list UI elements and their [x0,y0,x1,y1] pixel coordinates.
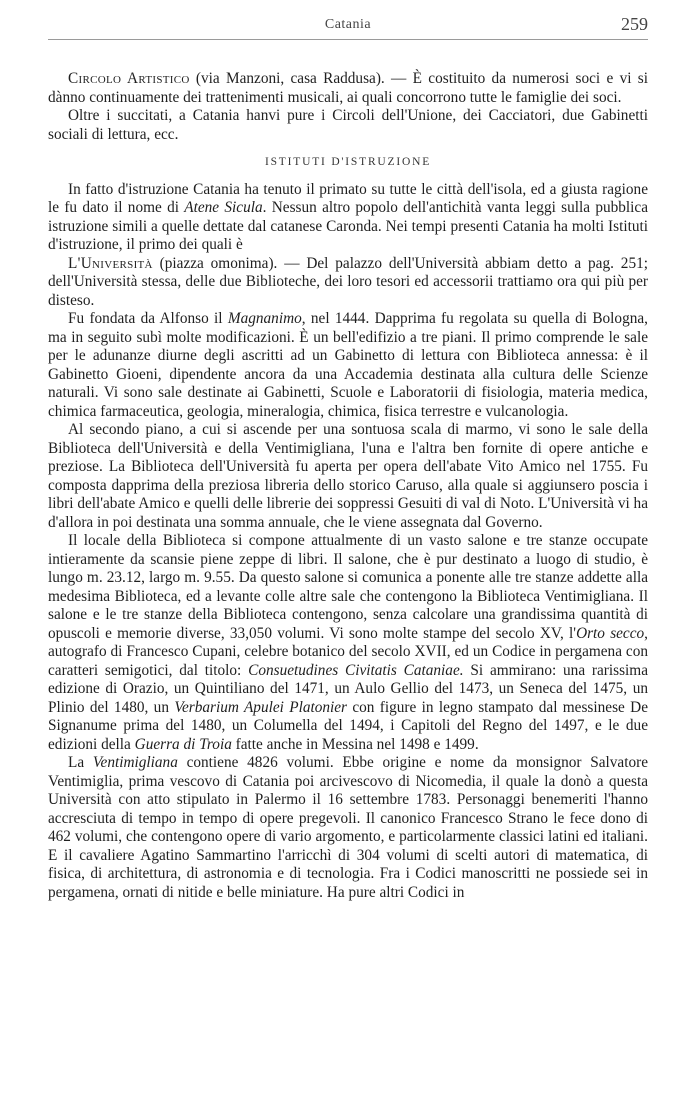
paragraph-text: (via Manzoni, casa Raddusa). — È costituito da numerosi soci e vi si dànno continuamente dei trattenimenti musicali, ai quali concorrono tutte le famiglie dei soci. [48,70,648,106]
italic-run: Guerra di Troia [134,735,232,753]
paragraph-secondo-piano: Al secondo piano, a cui si ascende per una sontuosa scala di marmo, vi sono le sale della Biblioteca dell'Università e della Ventimigliana, l'una e l'altra ben fornite di opere antiche e preziose. La Biblioteca dell'Università fu aperta per opera dell'abate Vito Amico nel 1755. Fu composta dapprima della preziosa libreria dello storico Caruso, alla quale si aggiunsero poscia i libri dell'abate Amico e quelli delle librerie dei soppressi Gesuiti di val di Noto. L'Università vi ha d'allora in poi destinata una somma annuale, che le viene assegnata dal Governo. [48,421,648,531]
text-run: fatte anche in Messina nel 1498 e 1499. [231,735,479,753]
text-run: con figure in legno stampato dal messinese De Signanume prima del 1480, un Columella del 1494, i Capitoli del Regno del 1497, e le due edizioni della [48,698,648,753]
entry-label: L'Università [68,254,153,272]
paragraph-universita [48,255,648,311]
italic-run: Consuetudines Civitatis Cataniae. [248,661,464,679]
text-run: In fatto d'istruzione Catania ha tenuto il primato su tutte le città dell'isola, ed a giusta ragione le fu dato il nome di [48,180,648,216]
text-run: Si ammirano: una rarissima edizione di Orazio, un Quintiliano del 1471, un Aulo Gellio del 1473, un Seneca del 1475, un Plinio del 1480, un [48,661,648,716]
entry-label: Circolo Artistico [68,70,190,87]
text-run: , nel 1444. Dapprima fu regolata su quella di Bologna, ma in seguito subì molte modificazioni. È un bell'edifizio a tre piani. Il primo comprende le sale per le adunanze diurne degli ascritti ad un Gabinetto di lettura con Biblioteca annessa: è il Gabinetto Gioeni, dipendente ancora da una Accademia destinata alla cultura delle Scienze naturali. Vi sono sale destinate ai Gabinetti, Scuole e Laboratorii di fisiologia, materia medica, chimica farmaceutica, geologia, mineralogia, chimica, fisica terrestre e vulcanologia. [48,310,648,420]
paragraph-text: (piazza omonima). — Del palazzo dell'Università abbiam detto a pag. 251; dell'Università stessa, delle due Biblioteche, dei loro tesori ed accessorii trattiamo ora qui più per disteso. [48,254,648,309]
paragraph-biblioteca [48,532,648,754]
page-header [48,15,648,40]
italic-run: Orto secco [576,624,645,642]
running-title: Catania [324,17,372,32]
paragraph-circolo-artistico [48,70,648,107]
italic-run: Ventimigliana [92,754,178,771]
text-run: Fu fondata da Alfonso il [68,310,228,327]
text-run: . Nessun altro popolo dell'antichità vanta leggi sulla pubblica istruzione simili a quelle dettate dal catanese Caronda. Nei tempi presenti Catania ha molti Istituti d'istruzione, il primo dei quali è [48,199,648,253]
text-run: Il locale della Biblioteca si compone attualmente di un vasto salone e tre stanze occupate intieramente da scansie piene zeppe di libri. Il salone, che è pur destinato a luogo di studio, è lungo m. 23.12, largo m. 9.55. Da questo salone si comunica a ponente alle tre stanze addette alla medesima Biblioteca, ed a levante colle altre sale che contengono la Biblioteca Ventimigliana. Il salone e le tre stanze della Biblioteca contengono, senza calcolare una grandissima quantità di opuscoli e memorie diverse, 33,050 volumi. Vi sono molte stampe del secolo XV, l' [48,532,648,642]
italic-run: Magnanimo [227,310,302,327]
italic-run: Verbarium Apulei Platonier [174,698,348,716]
italic-run: Atene Sicula [184,199,263,216]
paragraph-ventimigliana [48,754,648,902]
text-run: contiene 4826 volumi. Ebbe origine e nome da monsignor Salvatore Ventimiglia, prima vescovo di Catania poi arcivescovo di Nicomedia, il quale la donò a questa Università con atto stipulato in Palermo il 16 settembre 1783. Personaggi benemeriti l'hanno accresciuta di tempo in tempo di opere pregevoli. Il canonico Francesco Strano le fece dono di 462 volumi, che contengono opere di vario argomento, e particolarmente classici latini ed italiani. E il cavaliere Agatino Sammartino l'arricchì di 304 volumi di scelti autori di matematica, di fisica, di architettura, di astronomia e di tecnologia. Fra i Codici manoscritti ne possiede sei in pergamena, ornati di nitide e belle miniature. Ha pure altri Codici in [48,754,648,901]
page-number: 259 [621,14,648,34]
page-body [48,70,648,902]
paragraph-istruzione [48,181,648,255]
paragraph-fondazione [48,310,648,421]
paragraph-circoli: Oltre i succitati, a Catania hanvi pure i Circoli dell'Unione, dei Cacciatori, due Gabinetti sociali di lettura, ecc. [48,107,648,143]
section-heading: ISTITUTI D'ISTRUZIONE [264,156,432,168]
text-run: La [68,754,93,771]
text-run: , autografo di Francesco Cupani, celebre botanico del secolo XVII, ed un Codice in pergamena con caratteri semigotici, dal titolo: [48,624,648,679]
